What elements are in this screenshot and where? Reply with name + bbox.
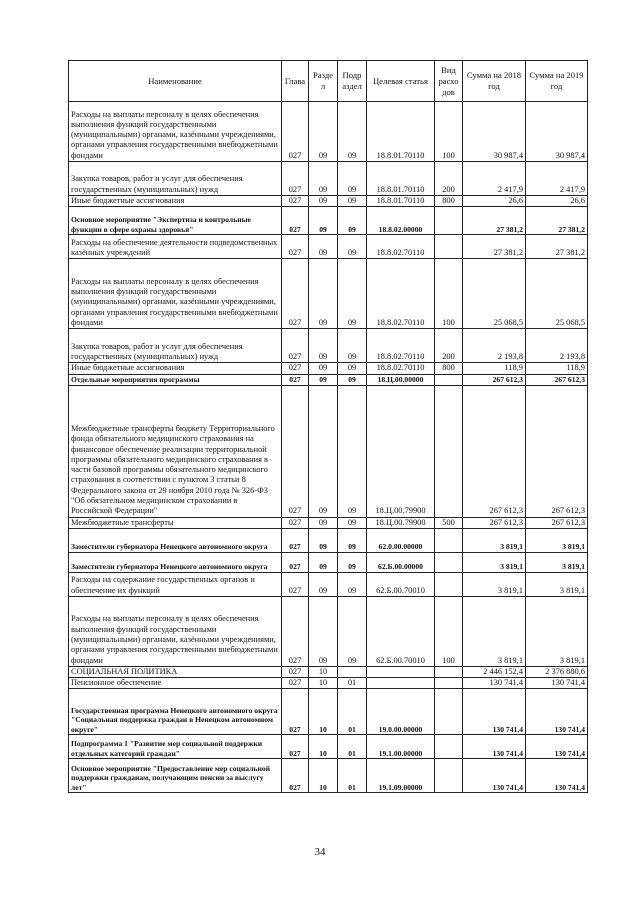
header-name: Наименование xyxy=(69,61,282,102)
row-sum-2018: 130 741,4 xyxy=(463,689,526,735)
row-vid xyxy=(435,552,463,572)
row-name: СОЦИАЛЬНАЯ ПОЛИТИКА xyxy=(69,666,282,677)
row-sum-2018: 30 987,4 xyxy=(463,102,526,162)
row-sum-2019: 2 376 880,6 xyxy=(526,666,588,677)
row-razdel: 09 xyxy=(309,528,338,552)
row-sum-2019: 3 819,1 xyxy=(526,596,588,666)
row-glava: 027 xyxy=(282,689,309,735)
row-vid xyxy=(435,528,463,552)
row-sum-2019: 27 381,2 xyxy=(526,235,588,259)
row-sum-2019: 3 819,1 xyxy=(526,552,588,572)
row-podrazdel: 09 xyxy=(338,517,367,528)
row-razdel: 09 xyxy=(309,259,338,329)
row-sum-2019: 30 987,4 xyxy=(526,102,588,162)
row-razdel: 09 xyxy=(309,329,338,363)
header-podrazdel: Подр аздел xyxy=(338,61,367,102)
row-statya: 18.8.01.70110 xyxy=(367,196,435,207)
row-podrazdel xyxy=(338,666,367,677)
row-razdel: 10 xyxy=(309,689,338,735)
table-row xyxy=(69,259,588,329)
table-row xyxy=(69,517,588,528)
row-glava: 027 xyxy=(282,552,309,572)
row-name: Расходы на обеспечение деятельности подведомственных казённых учреждений xyxy=(69,235,282,259)
row-sum-2018: 3 819,1 xyxy=(463,552,526,572)
row-name: Межбюджетные трансферты бюджету Территориального фонда обязательного медицинского страхования на финансовое обеспечение реализации территориальной программы обязательного медицинского страхования в части базовой программы обязательного медицинского страхования в соответствии с пунктом 3 статьи 8 Федерального закона от 29 ноября 2010 года № 326-ФЗ "Об обязательном медицинском страховании в Российской Федерации" xyxy=(69,385,282,517)
row-sum-2018: 3 819,1 xyxy=(463,528,526,552)
row-name: Межбюджетные трансферты xyxy=(69,517,282,528)
table-row xyxy=(69,596,588,666)
row-vid xyxy=(435,235,463,259)
table-row xyxy=(69,329,588,363)
row-statya: 18.8.02.70110 xyxy=(367,329,435,363)
table-header-row xyxy=(69,61,588,102)
row-statya: 18.8.02.70110 xyxy=(367,259,435,329)
table-row xyxy=(69,363,588,374)
row-statya xyxy=(367,666,435,677)
row-sum-2018: 2 417,9 xyxy=(463,162,526,196)
row-glava: 027 xyxy=(282,363,309,374)
row-razdel: 09 xyxy=(309,196,338,207)
row-name: Основное мероприятие "Предоставление мер социальной поддержки гражданам, получающим пенсии за выслугу лет" xyxy=(69,759,282,793)
row-statya: 62.0.00.00000 xyxy=(367,528,435,552)
row-glava: 027 xyxy=(282,385,309,517)
row-sum-2018: 27 381,2 xyxy=(463,235,526,259)
row-name: Пенсионное обеспечение xyxy=(69,678,282,689)
row-podrazdel: 09 xyxy=(338,329,367,363)
row-statya: 18.8.02.70110 xyxy=(367,363,435,374)
header-sum-2018: Сумма на 2018 год xyxy=(463,61,526,102)
row-sum-2019: 2 417,9 xyxy=(526,162,588,196)
row-sum-2019: 27 381,2 xyxy=(526,207,588,235)
row-vid: 500 xyxy=(435,517,463,528)
row-sum-2019: 25 068,5 xyxy=(526,259,588,329)
row-sum-2019: 130 741,4 xyxy=(526,689,588,735)
row-glava: 027 xyxy=(282,207,309,235)
table-row xyxy=(69,235,588,259)
table-row xyxy=(69,735,588,759)
row-sum-2019: 267 612,3 xyxy=(526,517,588,528)
row-sum-2018: 27 381,2 xyxy=(463,207,526,235)
row-glava: 027 xyxy=(282,102,309,162)
row-name: Государственная программа Ненецкого автономного округа "Социальная поддержка граждан в Ненецком автономном округе" xyxy=(69,689,282,735)
row-razdel: 09 xyxy=(309,596,338,666)
row-glava: 027 xyxy=(282,528,309,552)
row-name: Заместители губернатора Ненецкого автономного округа xyxy=(69,552,282,572)
row-sum-2019: 267 612,3 xyxy=(526,385,588,517)
row-statya: 19.1.09.00000 xyxy=(367,759,435,793)
table-row xyxy=(69,102,588,162)
header-sum-2019: Сумма на 2019 год xyxy=(526,61,588,102)
row-glava: 027 xyxy=(282,596,309,666)
row-vid xyxy=(435,759,463,793)
table-row xyxy=(69,528,588,552)
row-glava: 027 xyxy=(282,162,309,196)
row-razdel: 09 xyxy=(309,102,338,162)
row-glava: 027 xyxy=(282,259,309,329)
row-podrazdel: 09 xyxy=(338,385,367,517)
row-name: Расходы на выплаты персоналу в целях обеспечения выполнения функций государственными (муниципальными) органами, казёнными учреждениями, органами управления государственными внебюджетными фондами xyxy=(69,259,282,329)
row-podrazdel: 09 xyxy=(338,363,367,374)
row-sum-2019: 2 193,8 xyxy=(526,329,588,363)
row-name: Иные бюджетные ассигнования xyxy=(69,363,282,374)
row-vid: 200 xyxy=(435,162,463,196)
table-row xyxy=(69,374,588,385)
row-vid xyxy=(435,207,463,235)
budget-table-container xyxy=(68,60,587,793)
row-sum-2018: 2 193,8 xyxy=(463,329,526,363)
table-row xyxy=(69,572,588,596)
row-sum-2018: 130 741,4 xyxy=(463,759,526,793)
table-row xyxy=(69,162,588,196)
row-vid: 100 xyxy=(435,596,463,666)
row-vid: 800 xyxy=(435,363,463,374)
row-podrazdel: 09 xyxy=(338,235,367,259)
table-row xyxy=(69,759,588,793)
row-sum-2019: 3 819,1 xyxy=(526,528,588,552)
row-podrazdel: 09 xyxy=(338,528,367,552)
row-name: Расходы на выплаты персоналу в целях обеспечения выполнения функций государственными (муниципальными) органами, казёнными учреждениями, органами управления государственными внебюджетными фондами xyxy=(69,102,282,162)
row-statya: 18.8.01.70110 xyxy=(367,162,435,196)
row-podrazdel: 09 xyxy=(338,162,367,196)
row-vid xyxy=(435,572,463,596)
table-row xyxy=(69,678,588,689)
row-razdel: 09 xyxy=(309,572,338,596)
row-vid xyxy=(435,385,463,517)
row-glava: 027 xyxy=(282,329,309,363)
table-row xyxy=(69,689,588,735)
row-name: Отдельные мероприятия программы xyxy=(69,374,282,385)
row-glava: 027 xyxy=(282,374,309,385)
row-name: Подпрограмма 1 "Развитие мер социальной поддержки отдельных категорий граждан" xyxy=(69,735,282,759)
row-podrazdel: 09 xyxy=(338,572,367,596)
row-statya: 18.8.01.70110 xyxy=(367,102,435,162)
row-sum-2018: 130 741,4 xyxy=(463,678,526,689)
row-sum-2018: 267 612,3 xyxy=(463,385,526,517)
row-vid: 100 xyxy=(435,259,463,329)
row-sum-2018: 26,6 xyxy=(463,196,526,207)
row-name: Заместители губернатора Ненецкого автономного округа xyxy=(69,528,282,552)
row-razdel: 10 xyxy=(309,678,338,689)
row-podrazdel: 09 xyxy=(338,374,367,385)
row-glava: 027 xyxy=(282,759,309,793)
page-number: 34 xyxy=(314,846,326,858)
row-sum-2018: 3 819,1 xyxy=(463,572,526,596)
row-name: Иные бюджетные ассигнования xyxy=(69,196,282,207)
row-podrazdel: 09 xyxy=(338,196,367,207)
row-sum-2019: 267 612,3 xyxy=(526,374,588,385)
row-name: Основное мероприятие "Экспертиза и контрольные функции в сфере охраны здоровья" xyxy=(69,207,282,235)
row-podrazdel: 09 xyxy=(338,102,367,162)
row-statya: 62.Б.00.70010 xyxy=(367,596,435,666)
row-glava: 027 xyxy=(282,196,309,207)
row-statya: 62.Б.00.70010 xyxy=(367,572,435,596)
table-row xyxy=(69,385,588,517)
row-podrazdel: 09 xyxy=(338,596,367,666)
table-row xyxy=(69,666,588,677)
row-sum-2018: 3 819,1 xyxy=(463,596,526,666)
row-razdel: 09 xyxy=(309,517,338,528)
row-statya: 62.Б.00.00000 xyxy=(367,552,435,572)
row-razdel: 09 xyxy=(309,162,338,196)
row-podrazdel: 01 xyxy=(338,689,367,735)
row-glava: 027 xyxy=(282,517,309,528)
row-name: Расходы на выплаты персоналу в целях обеспечения выполнения функций государственными (муниципальными) органами, казёнными учреждениями, органами управления государственными внебюджетными фондами xyxy=(69,596,282,666)
row-name: Закупка товаров, работ и услуг для обеспечения государственных (муниципальных) нужд xyxy=(69,329,282,363)
row-razdel: 09 xyxy=(309,363,338,374)
row-vid xyxy=(435,678,463,689)
table-row xyxy=(69,552,588,572)
table-row xyxy=(69,207,588,235)
row-razdel: 10 xyxy=(309,735,338,759)
row-glava: 027 xyxy=(282,666,309,677)
row-sum-2019: 3 819,1 xyxy=(526,572,588,596)
row-vid: 200 xyxy=(435,329,463,363)
row-vid: 800 xyxy=(435,196,463,207)
row-sum-2018: 130 741,4 xyxy=(463,735,526,759)
header-statya: Целевая статья xyxy=(367,61,435,102)
row-vid xyxy=(435,735,463,759)
row-statya: 19.1.00.00000 xyxy=(367,735,435,759)
header-glava: Глава xyxy=(282,61,309,102)
row-podrazdel: 01 xyxy=(338,678,367,689)
row-sum-2019: 26,6 xyxy=(526,196,588,207)
table-row xyxy=(69,196,588,207)
row-glava: 027 xyxy=(282,678,309,689)
header-razdel: Разде л xyxy=(309,61,338,102)
row-podrazdel: 09 xyxy=(338,552,367,572)
row-podrazdel: 09 xyxy=(338,207,367,235)
row-vid xyxy=(435,689,463,735)
row-sum-2018: 2 446 152,4 xyxy=(463,666,526,677)
row-statya: 18.8.02.00000 xyxy=(367,207,435,235)
row-sum-2018: 118,9 xyxy=(463,363,526,374)
row-statya xyxy=(367,678,435,689)
row-razdel: 10 xyxy=(309,759,338,793)
row-statya: 18.8.02.70110 xyxy=(367,235,435,259)
row-glava: 027 xyxy=(282,235,309,259)
row-sum-2019: 130 741,4 xyxy=(526,759,588,793)
row-sum-2018: 267 612,3 xyxy=(463,517,526,528)
row-razdel: 10 xyxy=(309,666,338,677)
row-glava: 027 xyxy=(282,735,309,759)
row-name: Расходы на содержание государственных органов и обеспечение их функций xyxy=(69,572,282,596)
row-razdel: 09 xyxy=(309,235,338,259)
row-podrazdel: 09 xyxy=(338,259,367,329)
row-razdel: 09 xyxy=(309,374,338,385)
row-sum-2018: 25 068,5 xyxy=(463,259,526,329)
row-sum-2018: 267 612,3 xyxy=(463,374,526,385)
row-vid xyxy=(435,666,463,677)
row-sum-2019: 130 741,4 xyxy=(526,678,588,689)
row-vid xyxy=(435,374,463,385)
row-name: Закупка товаров, работ и услуг для обеспечения государственных (муниципальных) нужд xyxy=(69,162,282,196)
row-statya: 18.Ц.00.79900 xyxy=(367,385,435,517)
budget-table xyxy=(68,60,588,793)
row-statya: 18.Ц.00.79900 xyxy=(367,517,435,528)
row-podrazdel: 01 xyxy=(338,735,367,759)
row-statya: 18.Ц.00.00000 xyxy=(367,374,435,385)
header-vid: Вид расхо дов xyxy=(435,61,463,102)
row-sum-2019: 130 741,4 xyxy=(526,735,588,759)
row-vid: 100 xyxy=(435,102,463,162)
row-razdel: 09 xyxy=(309,552,338,572)
row-razdel: 09 xyxy=(309,385,338,517)
row-podrazdel: 01 xyxy=(338,759,367,793)
row-statya: 19.0.00.00000 xyxy=(367,689,435,735)
row-sum-2019: 118,9 xyxy=(526,363,588,374)
row-glava: 027 xyxy=(282,572,309,596)
row-razdel: 09 xyxy=(309,207,338,235)
